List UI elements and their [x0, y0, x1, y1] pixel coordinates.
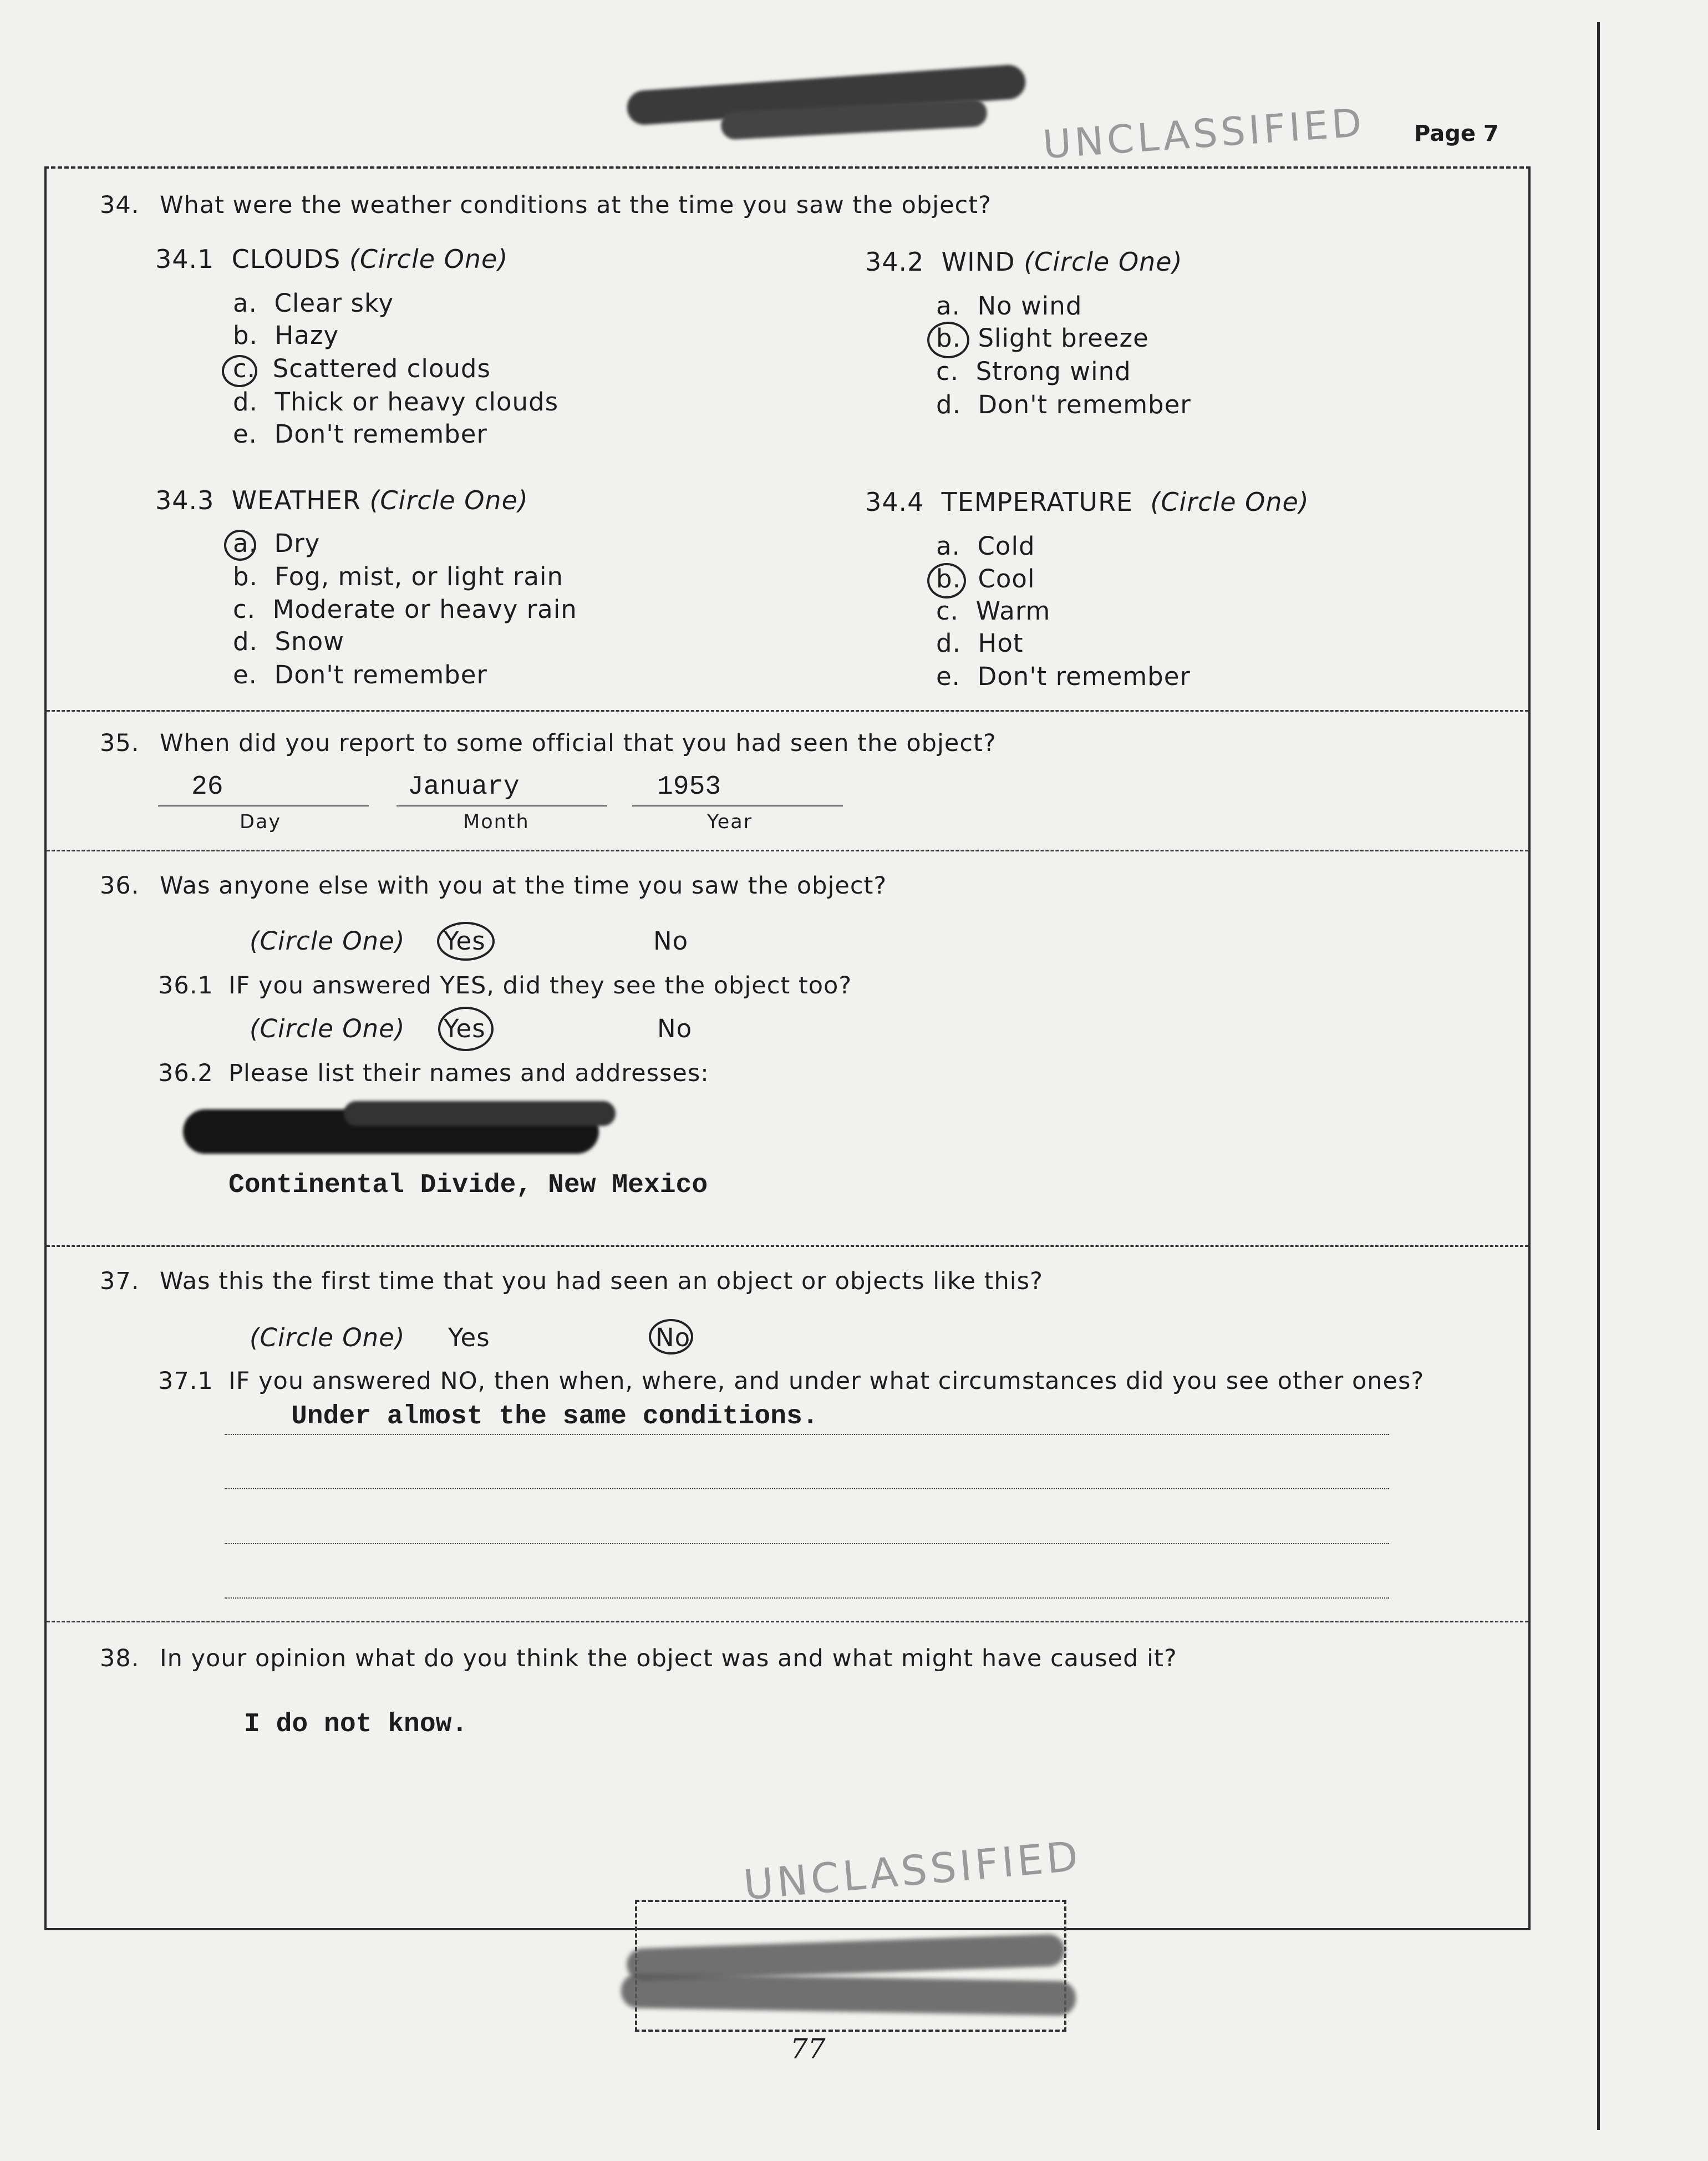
clouds-option-e[interactable]: e. Don't remember: [233, 419, 487, 449]
q36-1-yes-option[interactable]: Yes: [444, 1014, 486, 1043]
q37-1-text: IF you answered NO, then when, where, and under what circumstances did you see other ones?: [228, 1367, 1425, 1395]
clouds-option-c[interactable]: c. Scattered clouds: [233, 354, 491, 383]
q36-instruction: (Circle One): [250, 926, 405, 956]
temperature-option-a[interactable]: a. Cold: [936, 531, 1035, 561]
q36-yes-option[interactable]: Yes: [444, 926, 486, 956]
q36-no-option[interactable]: No: [653, 926, 689, 956]
divider-34-35: [47, 710, 1528, 712]
q37-1-answer-line-3: [225, 1543, 1389, 1544]
q36-1-text: IF you answered YES, did they see the object too?: [228, 972, 852, 1000]
q37-instruction: (Circle One): [250, 1323, 405, 1352]
weather-option-d[interactable]: d. Snow: [233, 627, 344, 656]
q35-text: When did you report to some official that you had seen the object?: [160, 729, 997, 757]
q34-number: 34.: [100, 191, 140, 219]
q35-year-underline: [632, 805, 843, 806]
q36-number: 36.: [100, 872, 140, 900]
q37-1-answer[interactable]: Under almost the same conditions.: [291, 1402, 819, 1432]
q36-2-answer[interactable]: Continental Divide, New Mexico: [228, 1170, 708, 1200]
q37-1-number: 37.1: [158, 1367, 214, 1395]
temperature-heading: 34.4 TEMPERATURE (Circle One): [865, 487, 1309, 517]
q35-day-underline: [158, 805, 369, 806]
divider-37-38: [47, 1621, 1528, 1622]
weather-option-a[interactable]: a. Dry: [233, 529, 321, 558]
wind-option-d[interactable]: d. Don't remember: [936, 390, 1191, 419]
weather-option-c[interactable]: c. Moderate or heavy rain: [233, 595, 577, 624]
divider-36-37: [47, 1245, 1528, 1247]
q37-1-answer-line-1: [225, 1434, 1389, 1435]
right-margin-line: [1597, 22, 1600, 2130]
page-label: Page 7: [1414, 121, 1499, 146]
wind-option-a[interactable]: a. No wind: [936, 291, 1082, 321]
divider-35-36: [47, 850, 1528, 851]
q38-number: 38.: [100, 1645, 140, 1672]
temperature-option-e[interactable]: e. Don't remember: [936, 662, 1191, 691]
unclassified-stamp-bottom: UNCLASSIFIED: [741, 1832, 1084, 1910]
clouds-option-d[interactable]: d. Thick or heavy clouds: [233, 387, 559, 417]
q35-day-label: Day: [240, 811, 282, 833]
temperature-selected-circle: [927, 563, 966, 598]
q37-yes-option[interactable]: Yes: [448, 1323, 490, 1352]
clouds-heading: 34.1 CLOUDS (Circle One): [155, 244, 509, 274]
q35-number: 35.: [100, 729, 140, 757]
wind-option-c[interactable]: c. Strong wind: [936, 357, 1131, 386]
q34-text: What were the weather conditions at the time you saw the object?: [160, 191, 992, 219]
q37-number: 37.: [100, 1267, 140, 1295]
q37-no-circle: [649, 1319, 693, 1355]
q35-month-value[interactable]: January: [408, 772, 520, 802]
q37-1-answer-line-4: [225, 1597, 1389, 1599]
clouds-option-b[interactable]: b. Hazy: [233, 321, 339, 350]
q35-year-value[interactable]: 1953: [657, 772, 721, 802]
q36-1-no-option[interactable]: No: [657, 1014, 693, 1043]
weather-selected-circle: [224, 530, 256, 561]
q35-day-value[interactable]: 26: [191, 772, 223, 802]
unclassified-stamp-top: UNCLASSIFIED: [1041, 99, 1366, 168]
temperature-option-d[interactable]: d. Hot: [936, 628, 1024, 658]
q38-text: In your opinion what do you think the object was and what might have caused it?: [160, 1645, 1177, 1672]
clouds-option-a[interactable]: a. Clear sky: [233, 288, 394, 318]
q38-answer[interactable]: I do not know.: [244, 1709, 468, 1739]
weather-option-e[interactable]: e. Don't remember: [233, 660, 487, 689]
q37-text: Was this the first time that you had seen an object or objects like this?: [160, 1267, 1043, 1295]
wind-heading: 34.2 WIND (Circle One): [865, 247, 1183, 277]
q35-month-label: Month: [463, 811, 530, 833]
temperature-option-b[interactable]: b. Cool: [936, 564, 1035, 593]
q36-2-number: 36.2: [158, 1059, 214, 1087]
q36-text: Was anyone else with you at the time you saw the object?: [160, 872, 887, 900]
q36-1-number: 36.1: [158, 972, 214, 1000]
q36-yes-circle: [437, 922, 495, 961]
weather-heading: 34.3 WEATHER (Circle One): [155, 485, 528, 515]
q35-month-underline: [396, 805, 607, 806]
redaction-names-2: [344, 1101, 616, 1126]
temperature-option-c[interactable]: c. Warm: [936, 596, 1051, 626]
wind-option-b[interactable]: b. Slight breeze: [936, 323, 1149, 353]
footer-page-number: 77: [790, 2033, 826, 2065]
clouds-selected-circle: [222, 355, 257, 387]
q35-year-label: Year: [707, 811, 753, 833]
q36-1-yes-circle: [438, 1007, 494, 1051]
weather-option-b[interactable]: b. Fog, mist, or light rain: [233, 562, 563, 591]
q37-no-option[interactable]: No: [655, 1323, 691, 1352]
wind-selected-circle: [927, 322, 969, 358]
q37-1-answer-line-2: [225, 1488, 1389, 1489]
q36-2-text: Please list their names and addresses:: [228, 1059, 709, 1087]
q36-1-instruction: (Circle One): [250, 1014, 405, 1043]
